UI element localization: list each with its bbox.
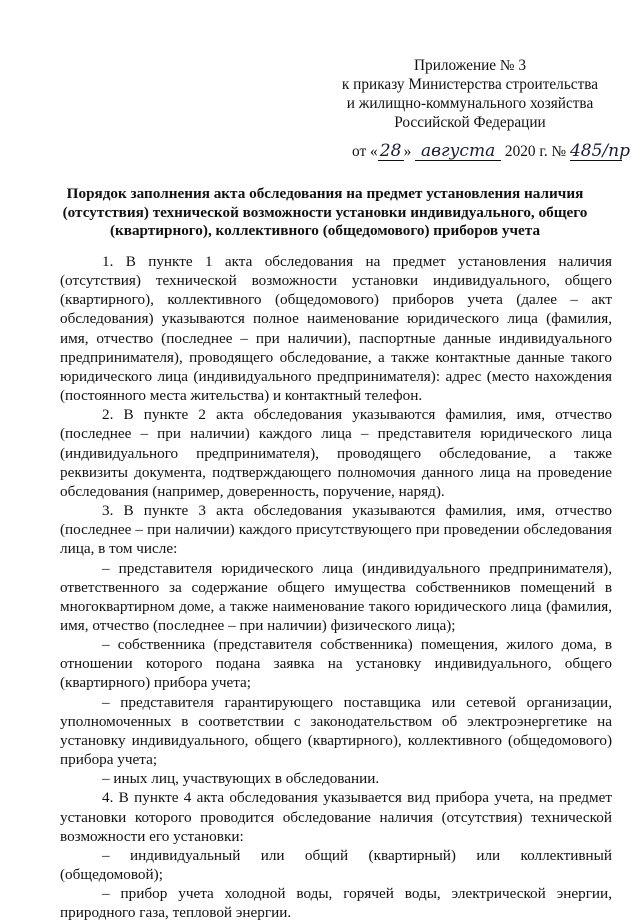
appendix-line-ministry: и жилищно-коммунального хозяйства [346,95,594,112]
order-prefix: от « [352,143,378,160]
document-body [60,252,612,922]
list-item: – иных лиц, участвующих в обследовании. [102,770,380,788]
appendix-line-country: Российской Федерации [394,114,546,131]
order-number-field [569,141,630,161]
order-number: 485/пр [569,141,630,161]
order-date-line [352,141,630,162]
order-month-field [415,143,501,161]
list-item: – прибор учета холодной воды, горячей воды, электрической энергии, природного газа, тепловой энергии. [60,885,612,922]
order-day-field [378,143,404,161]
paragraph-3: 3. В пункте 3 акта обследования указываются фамилия, имя, отчество (последнее – при наличии) каждого присутствующего при проведении обследования лица, в том числе: [60,502,612,558]
list-item: – представителя юридического лица (индивидуального предпринимателя), ответственного за содержание общего имущества собственников помещений в многоквартирном доме, а также наименование такого юридического лица (фамилия, имя, отчество (последнее – при наличии) физического лица); [60,559,612,634]
appendix-line-order: к приказу Министерства строительства [341,76,599,93]
list-item: – собственника (представителя собственника) помещения, жилого дома, в отношении которого подана заявка на установку индивидуального, общего (квартирного) прибора учета; [60,636,612,692]
order-mid: » [403,143,412,160]
paragraph-2: 2. В пункте 2 акта обследования указываются фамилия, имя, отчество (последнее – при наличии) каждого лица – представителя юридического лица (индивидуального предпринимателя), проводящего обследование, а также реквизиты документа, подтверждающего полномочия данного лица на проведение обследования (например, доверенность, поручение, наряд). [60,406,612,500]
order-month: августа [420,141,496,161]
appendix-header [330,56,610,132]
order-year: 2020 г. № [504,143,567,160]
paragraph-1: 1. В пункте 1 акта обследования на предмет установления наличия (отсутствия) технической возможности установки индивидуального, общего (квартирного), коллективного (общедомового) приборов учета (далее – акт обследования) указываются полное наименование юридического лица (фамилия, имя, отчество (последнее – при наличии), паспортные данные индивидуального предпринимателя), проводящего обследование, а также контактные данные такого юридического лица (индивидуального предпринимателя): адрес (место нахождения (постоянного места жительства) и контактный телефон. [60,253,612,405]
appendix-number: Приложение № 3 [414,57,526,74]
document-title: Порядок заполнения акта обследования на предмет установления наличия (отсутствия) технической возможности установки индивидуального, общего (квартирного), коллективного (общедомового) приборов учета [62,185,588,239]
list-item: – представителя гарантирующего поставщика или сетевой организации, уполномоченных в соответствии с законодательством об электроэнергетике на установку индивидуального, общего (квартирного), коллективного (общедомового) прибора учета; [60,693,612,769]
list-item: – индивидуальный или общий (квартирный) или коллективный (общедомовой); [60,846,612,883]
order-day: 28 [379,141,402,161]
paragraph-4: 4. В пункте 4 акта обследования указывается вид прибора учета, на предмет установки которого проводится обследование наличия (отсутствия) технической возможности его установки: [60,789,612,845]
